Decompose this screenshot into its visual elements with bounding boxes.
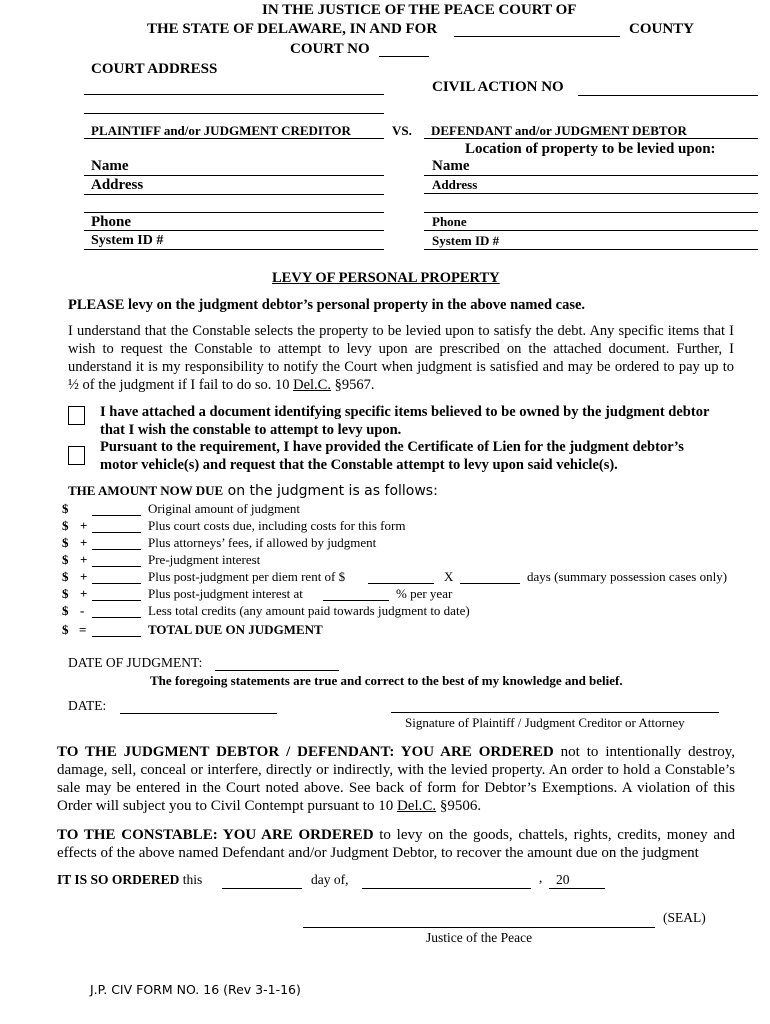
defendant-system-id-field[interactable] <box>424 249 758 250</box>
date-of-judgment-label: DATE OF JUDGMENT: <box>68 655 203 670</box>
amount-field-postjudgment-interest[interactable] <box>92 586 141 601</box>
plaintiff-phone-field[interactable] <box>84 230 384 231</box>
plaintiff-system-id-label: System ID # <box>91 233 164 248</box>
defendant-address-field[interactable] <box>424 193 758 194</box>
header-line2: THE STATE OF DELAWARE, IN AND FOR <box>147 21 438 37</box>
plaintiff-phone-label: Phone <box>91 214 132 230</box>
amount-heading: THE AMOUNT NOW DUE on the judgment is as follows: <box>68 483 438 499</box>
amount-field-court-costs[interactable] <box>92 518 141 533</box>
form-footer: J.P. CIV FORM NO. 16 (Rev 3-1-16) <box>90 982 301 997</box>
date-of-judgment-field[interactable] <box>215 670 339 671</box>
defendant-system-id-label: System ID # <box>432 233 500 248</box>
understand-paragraph: I understand that the Constable selects the property to be levied upon to satisfy the debt. Any specific items that I wish to request the Constable to attempt to levy upon are prescribed on the attached document. Further, I understand it is my responsibility to notify the Court when judgment is satisfied and may be ordered to pay up to ½ of the judgment if I fail to do so. 10 Del.C. §9567. <box>68 323 734 393</box>
plaintiff-name-field[interactable] <box>84 175 384 176</box>
plaintiff-address-field-2[interactable] <box>84 212 384 213</box>
location-heading: Location of property to be levied upon: <box>465 141 716 157</box>
day-of-label: day of, <box>311 872 349 887</box>
defendant-name-label: Name <box>432 158 470 174</box>
amount-field-total[interactable] <box>92 622 141 637</box>
justice-signature-field[interactable] <box>303 927 655 928</box>
year-prefix: 20 <box>556 872 570 887</box>
ordered-month-field[interactable] <box>362 888 531 889</box>
civil-action-label: CIVIL ACTION NO <box>432 79 564 95</box>
header-line1: IN THE JUSTICE OF THE PEACE COURT OF <box>262 2 577 18</box>
court-no-label: COURT NO <box>290 41 370 57</box>
comma-label: , <box>539 870 543 885</box>
plaintiff-address-field[interactable] <box>84 194 384 195</box>
form-title: LEVY OF PERSONAL PROPERTY <box>272 270 500 286</box>
amount-field-prejudgment-interest[interactable] <box>92 552 141 567</box>
defendant-heading: DEFENDANT and/or JUDGMENT DEBTOR <box>431 123 687 138</box>
amount-field-per-diem-rent[interactable] <box>92 569 141 584</box>
defendant-phone-field[interactable] <box>424 230 758 231</box>
interest-rate-field[interactable] <box>323 586 389 601</box>
plaintiff-heading: PLAINTIFF and/or JUDGMENT CREDITOR <box>91 123 351 138</box>
defendant-name-field[interactable] <box>424 175 758 176</box>
ordered-day-field[interactable] <box>222 888 302 889</box>
foregoing-statement: The foregoing statements are true and correct to the best of my knowledge and belief. <box>150 673 623 688</box>
date-label: DATE: <box>68 698 107 713</box>
date-field[interactable] <box>120 713 277 714</box>
court-address-field-2[interactable] <box>84 113 384 114</box>
debtor-notice: TO THE JUDGMENT DEBTOR / DEFENDANT: YOU ARE ORDERED not to intentionally destroy, damage, sell, conceal or interfere, directly or indirectly, with the levied property. An order to hold a Constable’s sale may be entered in the Court noted above. See back of form for Debtor’s Exemptions. A violation of this Order will subject you to Civil Contempt pursuant to 10 Del.C. §9506. <box>57 744 736 814</box>
amount-field-credits[interactable] <box>92 603 141 618</box>
plaintiff-heading-line <box>84 138 384 139</box>
attached-document-label: I have attached a document identifying specific items believed to be owned by the judgment debtor that I wish the constable to attempt to levy upon. <box>100 404 710 438</box>
justice-caption: Justice of the Peace <box>426 930 533 945</box>
court-address-label: COURT ADDRESS <box>91 61 218 77</box>
certificate-of-lien-label: Pursuant to the requirement, I have provided the Certificate of Lien for the judgment debtor’s motor vehicle(s) and request that the Constable attempt to levy upon said vehicle(s). <box>100 439 684 473</box>
plaintiff-signature-field[interactable] <box>391 712 719 713</box>
per-diem-rate-field[interactable] <box>368 569 434 584</box>
vs-label: VS. <box>392 123 412 138</box>
county-label: COUNTY <box>629 21 695 37</box>
court-no-field[interactable] <box>379 56 429 57</box>
amount-field-attorney-fees[interactable] <box>92 535 141 550</box>
so-ordered-label: IT IS SO ORDERED this <box>57 872 203 887</box>
court-address-field-1[interactable] <box>84 94 384 95</box>
defendant-address-field-2[interactable] <box>424 212 758 213</box>
defendant-address-label: Address <box>432 177 478 192</box>
plaintiff-name-label: Name <box>91 158 129 174</box>
ordered-year-field[interactable] <box>549 888 605 889</box>
per-diem-days-field[interactable] <box>460 569 520 584</box>
attached-document-checkbox[interactable] <box>68 406 85 425</box>
please-levy-text: PLEASE levy on the judgment debtor’s personal property in the above named case. <box>68 297 586 313</box>
plaintiff-system-id-field[interactable] <box>84 249 384 250</box>
county-field[interactable] <box>454 36 620 37</box>
defendant-heading-line <box>424 138 758 139</box>
seal-label: (SEAL) <box>663 910 706 925</box>
constable-notice: TO THE CONSTABLE: YOU ARE ORDERED to levy on the goods, chattels, rights, credits, money and effects of the above named Defendant and/or Judgment Debtor, to recover the amount due on the judgment <box>57 827 735 861</box>
plaintiff-address-label: Address <box>91 177 144 193</box>
certificate-of-lien-checkbox[interactable] <box>68 446 85 465</box>
signature-caption: Signature of Plaintiff / Judgment Creditor or Attorney <box>405 715 685 730</box>
civil-action-field[interactable] <box>578 95 758 96</box>
amount-field-original[interactable] <box>92 501 141 516</box>
defendant-phone-label: Phone <box>432 214 467 229</box>
